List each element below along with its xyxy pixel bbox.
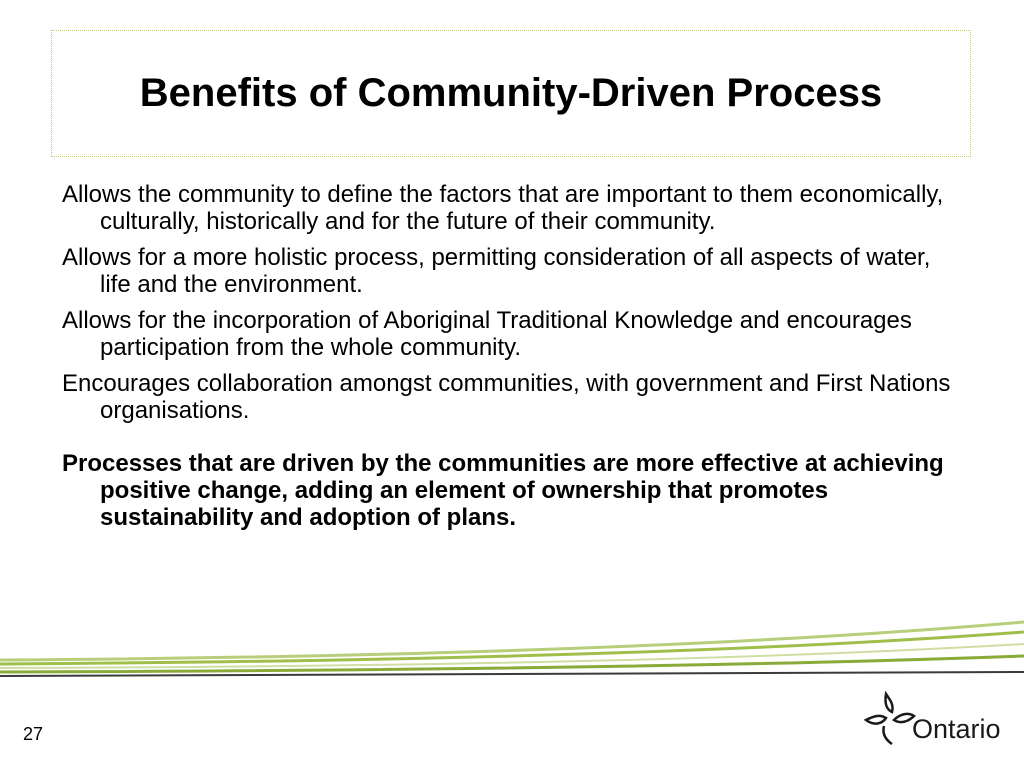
ontario-logo-text: Ontario <box>912 714 1001 744</box>
bullet-paragraph: Allows the community to define the factors that are important to them economically, culturally, historically and for the future of their community. <box>62 181 944 235</box>
slide-title: Benefits of Community-Driven Process <box>139 71 883 115</box>
conclusion-paragraph: Processes that are driven by the communities are more effective at achieving positive change, adding an element of ownership that promotes sustainability and adoption of plans. <box>62 450 944 531</box>
bullet-paragraph: Allows for a more holistic process, permitting consideration of all aspects of water, life and the environment. <box>62 244 931 298</box>
bullet-paragraph: Allows for the incorporation of Aboriginal Traditional Knowledge and encourages participation from the whole community. <box>62 307 912 361</box>
decorative-swoosh-lines <box>0 610 1024 690</box>
page-number: 27 <box>23 724 44 744</box>
title-placeholder <box>51 30 971 157</box>
bullet-paragraph: Encourages collaboration amongst communities, with government and First Nations organisations. <box>62 370 951 424</box>
slide-body <box>62 181 962 540</box>
